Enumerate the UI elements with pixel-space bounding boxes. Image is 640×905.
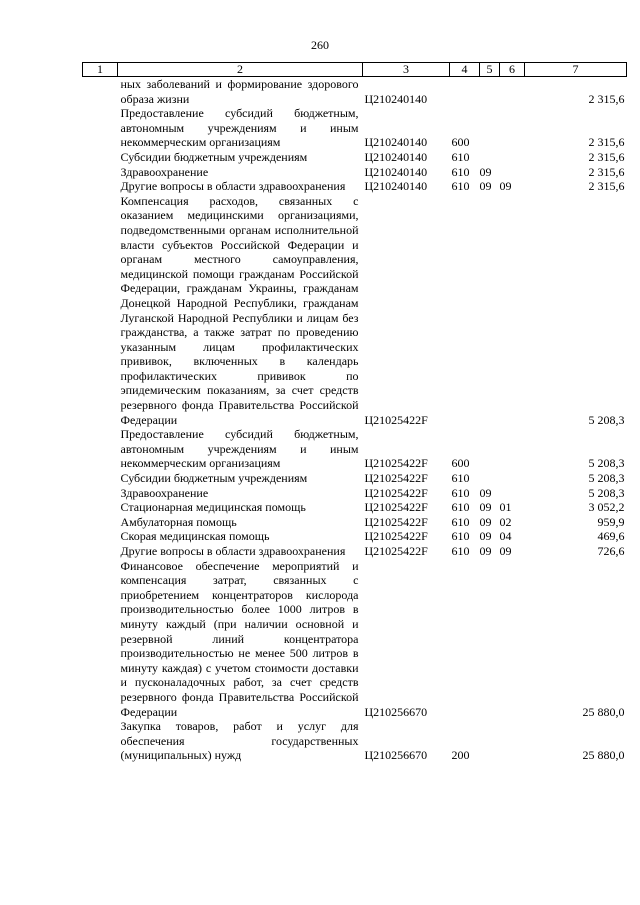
cell-amount: 2 315,6 (588, 91, 625, 106)
header-col-2: 2 (118, 63, 363, 77)
table-row (83, 529, 627, 544)
cell-col-1 (83, 106, 118, 150)
table-header (83, 63, 627, 77)
cell-expense-type: 600 (451, 456, 470, 471)
cell-section: 09 (479, 179, 492, 194)
cell-target-article: Ц210240140 (364, 135, 428, 150)
cell-col-1 (83, 165, 118, 180)
table-row (83, 194, 627, 428)
cell-amount: 5 208,3 (588, 471, 625, 486)
cell-target-article: Ц21025422F (364, 544, 428, 558)
cell-subsection: 02 (499, 514, 512, 529)
cell-target-article: Ц21025422F (364, 456, 428, 471)
cell-col-1 (83, 529, 118, 544)
table-row (83, 544, 627, 559)
cell-target-article: Ц21025422F (364, 485, 428, 500)
cell-expense-type: 610 (451, 485, 470, 500)
budget-table (82, 62, 627, 763)
table-row (83, 77, 627, 107)
cell-expense-type: 610 (451, 529, 470, 544)
table-row (83, 486, 627, 501)
cell-target-article: Ц21025422F (364, 500, 428, 515)
cell-amount: 5 208,3 (588, 485, 625, 500)
cell-expense-type: 610 (451, 179, 470, 194)
cell-section (480, 471, 500, 486)
cell-section (480, 559, 500, 720)
header-col-6: 6 (500, 63, 525, 77)
header-col-4: 4 (450, 63, 480, 77)
cell-expense-type (450, 559, 480, 720)
cell-target-article: Ц21025422F (364, 514, 428, 529)
cell-col-1 (83, 500, 118, 515)
cell-subsection: 04 (499, 529, 512, 544)
cell-subsection (500, 486, 525, 501)
cell-subsection: 01 (499, 500, 512, 515)
cell-name: Здравоохранение (120, 485, 209, 500)
cell-name: Предоставление субсидий бюджетным, автономным учреждениям и иным некоммерческим организациям (120, 427, 359, 471)
cell-subsection (500, 471, 525, 486)
cell-section (480, 150, 500, 165)
cell-subsection (500, 150, 525, 165)
cell-expense-type: 610 (451, 149, 470, 164)
cell-section (480, 719, 500, 763)
cell-col-1 (83, 559, 118, 720)
cell-col-1 (83, 515, 118, 530)
cell-name: Финансовое обеспечение мероприятий и компенсация затрат, связанных с приобретением концентраторов кислорода производительностью более 1000 литров в минуту каждый (при наличии основной и резервной линий концентратора производительностью не менее 500 литров в минуту каждая) с учетом стоимости доставки и пусконаладочных работ, за счет средств резервного фонда Правительства Российской Федерации (120, 558, 359, 719)
cell-expense-type: 610 (451, 471, 470, 486)
cell-col-1 (83, 486, 118, 501)
cell-col-1 (83, 427, 118, 471)
cell-target-article: Ц210240140 (364, 179, 428, 194)
header-col-3: 3 (363, 63, 450, 77)
page-number: 260 (311, 38, 329, 52)
cell-col-1 (83, 719, 118, 763)
cell-name: Амбулаторная помощь (120, 514, 237, 529)
table-row (83, 165, 627, 180)
cell-section: 09 (479, 485, 492, 500)
cell-expense-type: 610 (451, 544, 470, 558)
cell-subsection (500, 194, 525, 428)
cell-amount: 2 315,6 (588, 164, 625, 179)
cell-expense-type: 610 (451, 514, 470, 529)
cell-amount: 469,6 (597, 529, 625, 544)
table-row (83, 150, 627, 165)
cell-section: 09 (479, 544, 492, 558)
cell-section (480, 427, 500, 471)
cell-name: Субсидии бюджетным учреждениям (120, 471, 308, 486)
cell-subsection: 09 (499, 544, 512, 558)
cell-name: Субсидии бюджетным учреждениям (120, 149, 308, 164)
cell-col-1 (83, 179, 118, 194)
cell-name: Другие вопросы в области здравоохранения (120, 544, 346, 558)
cell-section (480, 194, 500, 428)
cell-expense-type: 200 (451, 748, 470, 763)
cell-col-1 (83, 194, 118, 428)
cell-target-article: Ц210240140 (364, 91, 428, 106)
cell-amount: 2 315,6 (588, 135, 625, 150)
cell-target-article: Ц210256670 (364, 704, 428, 719)
cell-name: Стационарная медицинская помощь (120, 500, 306, 515)
cell-target-article: Ц210256670 (364, 748, 428, 763)
cell-expense-type (450, 77, 480, 107)
cell-amount: 2 315,6 (588, 179, 625, 194)
cell-col-1 (83, 471, 118, 486)
table-row (83, 559, 627, 720)
cell-col-1 (83, 544, 118, 559)
table-row (83, 179, 627, 194)
cell-section: 09 (479, 529, 492, 544)
cell-target-article: Ц210240140 (364, 164, 428, 179)
cell-name: Здравоохранение (120, 164, 209, 179)
cell-section: 09 (479, 164, 492, 179)
cell-target-article: Ц21025422F (364, 529, 428, 544)
cell-target-article: Ц21025422F (364, 412, 428, 427)
cell-amount: 726,6 (597, 544, 625, 558)
cell-subsection (500, 165, 525, 180)
cell-col-1 (83, 150, 118, 165)
cell-expense-type: 610 (451, 500, 470, 515)
cell-amount: 2 315,6 (588, 149, 625, 164)
cell-amount: 959,9 (597, 514, 625, 529)
cell-section (480, 77, 500, 107)
cell-name: Другие вопросы в области здравоохранения (120, 179, 346, 194)
cell-expense-type: 610 (451, 164, 470, 179)
table-body (83, 77, 627, 763)
table-row (83, 719, 627, 763)
cell-target-article: Ц210240140 (364, 149, 428, 164)
table-row (83, 106, 627, 150)
header-col-7: 7 (525, 63, 627, 77)
table-row (83, 500, 627, 515)
cell-name: Компенсация расходов, связанных с оказанием медицинскими организациями, подведомственными органам исполнительной власти субъектов Российской Федерации и органам местного самоуправления, медицинской помощи гражданам Российской Федерации, гражданам Украины, гражданам Донецкой Народной Республики, гражданам Луганской Народной Республики и лицам без гражданства, а также затрат по проведению указанным лицам профилактических прививок, включенных в календарь профилактических прививок по эпидемическим показаниям, за счет средств резервного фонда Правительства Российской Федерации (120, 193, 359, 427)
cell-subsection (500, 719, 525, 763)
header-col-1: 1 (83, 63, 118, 77)
cell-name: Предоставление субсидий бюджетным, автономным учреждениям и иным некоммерческим организациям (120, 106, 359, 150)
cell-amount: 5 208,3 (588, 412, 625, 427)
cell-section: 09 (479, 500, 492, 515)
table-row (83, 515, 627, 530)
cell-section: 09 (479, 514, 492, 529)
cell-amount: 5 208,3 (588, 456, 625, 471)
cell-subsection (500, 427, 525, 471)
table-row (83, 471, 627, 486)
cell-target-article: Ц21025422F (364, 471, 428, 486)
cell-col-1 (83, 77, 118, 107)
cell-name: Скорая медицинская помощь (120, 529, 270, 544)
cell-subsection (500, 106, 525, 150)
cell-subsection: 09 (499, 179, 512, 194)
cell-subsection (500, 559, 525, 720)
cell-name: ных заболеваний и формирование здорового образа жизни (120, 77, 359, 106)
cell-subsection (500, 77, 525, 107)
cell-name: Закупка товаров, работ и услуг для обеспечения государственных (муниципальных) нужд (120, 719, 359, 763)
cell-section (480, 106, 500, 150)
header-col-5: 5 (480, 63, 500, 77)
cell-amount: 25 880,0 (582, 748, 625, 763)
table-row (83, 427, 627, 471)
cell-amount: 3 052,2 (588, 500, 625, 515)
cell-expense-type: 600 (451, 135, 470, 150)
cell-expense-type (450, 194, 480, 428)
cell-amount: 25 880,0 (582, 704, 625, 719)
